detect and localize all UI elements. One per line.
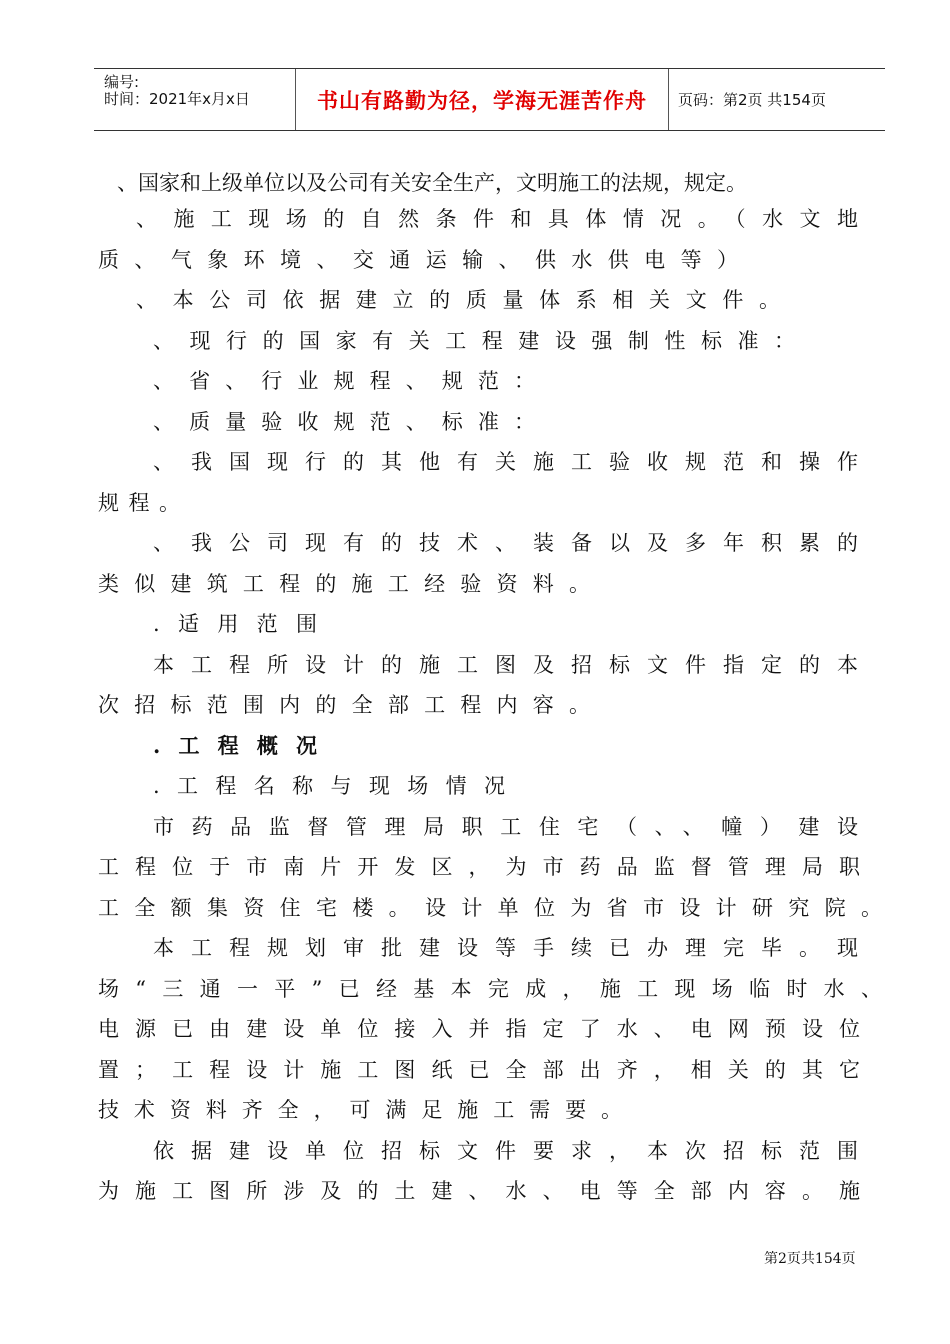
page-footer: 第2页共154页 [764,1251,856,1267]
body-line: 置；工程设计施工图纸已全部出齐，相关的其它 [98,1058,866,1082]
body-line: 规程。 [98,491,188,515]
body-line: 电源已由建设单位接入并指定了水、电网预设位 [98,1017,866,1041]
section-heading: .适用范围 [153,612,325,636]
body-line: 、我公司现有的技术、装备以及多年积累的 [153,531,866,555]
body-line: 本工程所设计的施工图及招标文件指定的本 [153,653,866,677]
section-heading: .工程概况 [153,733,325,758]
header-motto: 书山有路勤为径，学海无涯苦作舟 [317,89,647,113]
body-line: 市药品监督管理局职工住宅（、、幢）建设 [153,815,866,839]
header-divider [668,69,669,130]
body-line: 、国家和上级单位以及公司有关安全生产，文明施工的法规，规定。 [117,171,747,195]
body-line: 工程位于市南片开发区，为市药品监督管理局职 [98,855,866,879]
body-line: 质、气象环境、交通运输、供水供电等） [98,248,746,272]
body-line: 工全额集资住宅楼。设计单位为省市设计研究院。 [98,896,888,920]
page-header [94,68,885,131]
body-line: 、施工现场的自然条件和具体情况。（水文地 [136,207,866,231]
header-meta [102,69,295,130]
body-line: 、现行的国家有关工程建设强制性标准： [153,329,803,353]
body-line: 、我国现行的其他有关施工验收规范和操作 [153,450,866,474]
body-line: 次招标范围内的全部工程内容。 [98,693,598,717]
section-heading: .工程名称与现场情况 [153,774,513,798]
document-number-label: 编号: [104,73,140,91]
document-time-label: 时间：2021年x月x日 [104,90,250,108]
body-line: 为施工图所涉及的土建、水、电等全部内容。施 [98,1179,866,1203]
body-line: 、质量验收规范、标准： [153,410,543,434]
body-line: 类似建筑工程的施工经验资料。 [98,572,598,596]
body-line: 本工程规划审批建设等手续已办理完毕。现 [153,936,866,960]
body-line: 技术资料齐全，可满足施工需要。 [98,1098,630,1122]
body-line: 场“三通一平”已经基本完成，施工现场临时水、 [98,977,888,1001]
header-page-number: 页码：第2页 共154页 [678,91,826,109]
body-line: 、省、行业规程、规范： [153,369,543,393]
body-line: 依据建设单位招标文件要求，本次招标范围 [153,1139,866,1163]
body-line: 、本公司依据建立的质量体系相关文件。 [136,288,788,312]
